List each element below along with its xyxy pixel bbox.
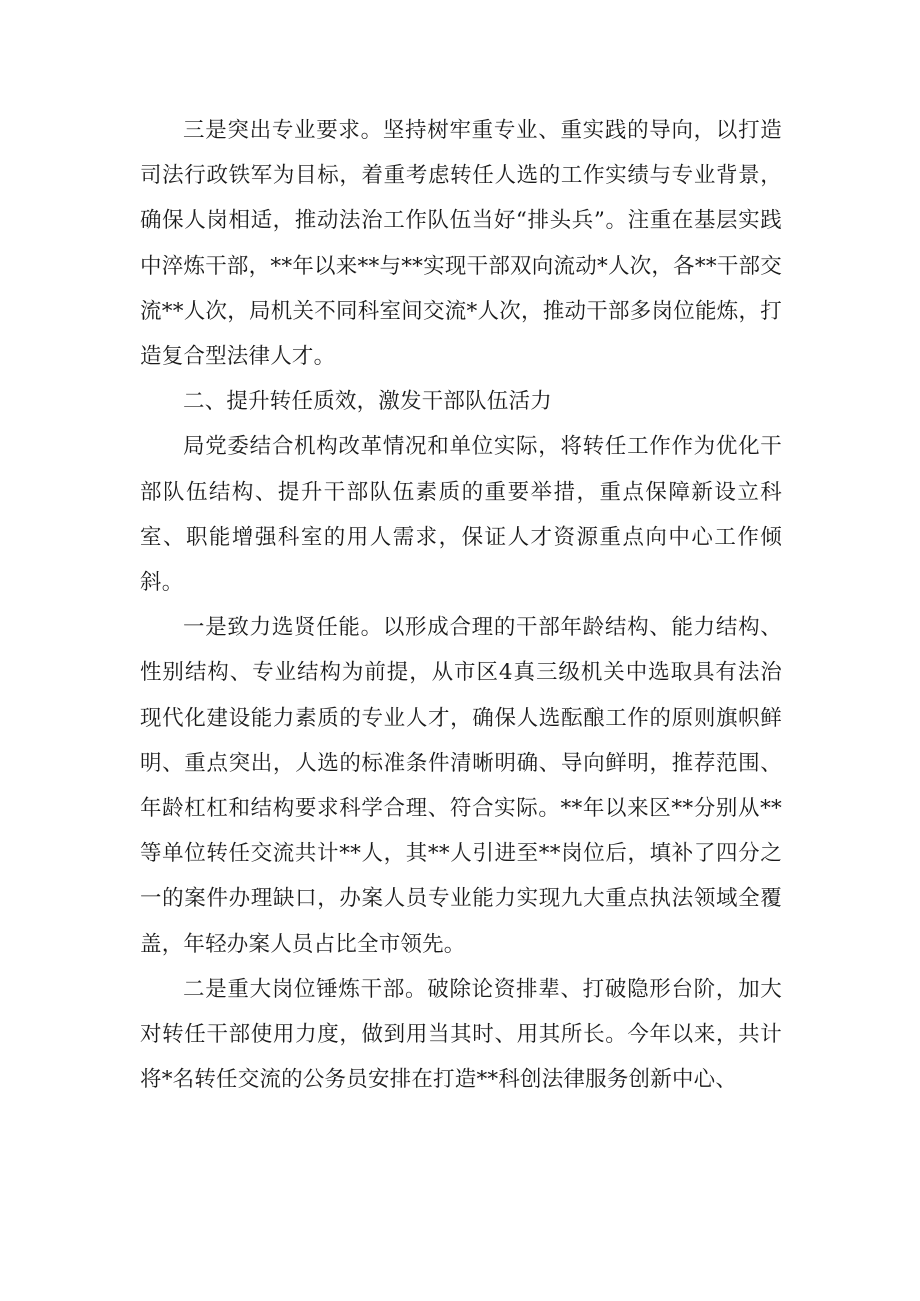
- paragraph-select-talent: 一是致力选贤任能。以形成合理的干部年龄结构、能力结构、性别结构、专业结构为前提，从市区4真三级机关中选取具有法治现代化建设能力素质的专业人才，确保人选酝酿工作的原则旗帜鲜明、重点突出，人选的标准条件清晰明确、导向鲜明，推荐范围、年龄杠杠和结构要求科学合理、符合实际。**年以来区**分别从**等单位转任交流共计**人，其**人引进至**岗位后，填补了四分之一的案件办理缺口，办案人员专业能力实现九大重点执法领域全覆盖，年轻办案人员占比全市领先。: [140, 615, 782, 957]
- paragraph-key-posts: 二是重大岗位锤炼干部。破除论资排辈、打破隐形台阶，加大对转任干部使用力度，做到用当其时、用其所长。今年以来，共计将*名转任交流的公务员安排在打造**科创法律服务创新中心、: [140, 976, 782, 1093]
- paragraph-party-committee: 局党委结合机构改革情况和单位实际，将转任工作作为优化干部队伍结构、提升干部队伍素质的重要举措，重点保障新设立科室、职能增强科室的用人需求，保证人才资源重点向中心工作倾斜。: [140, 434, 782, 596]
- paragraph-professional-requirements: 三是突出专业要求。坚持树牢重专业、重实践的导向，以打造司法行政铁军为目标，着重考虑转任人选的工作实绩与专业背景，确保人岗相适，推动法治工作队伍当好“排头兵”。注重在基层实践中淬炼干部，**年以来**与**实现干部双向流动*人次，各**干部交流**人次，局机关不同科室间交流*人次，推动干部多岗位能炼，打造复合型法律人才。: [140, 118, 782, 370]
- section-heading-2: 二、提升转任质效，激发干部队伍活力: [183, 389, 552, 415]
